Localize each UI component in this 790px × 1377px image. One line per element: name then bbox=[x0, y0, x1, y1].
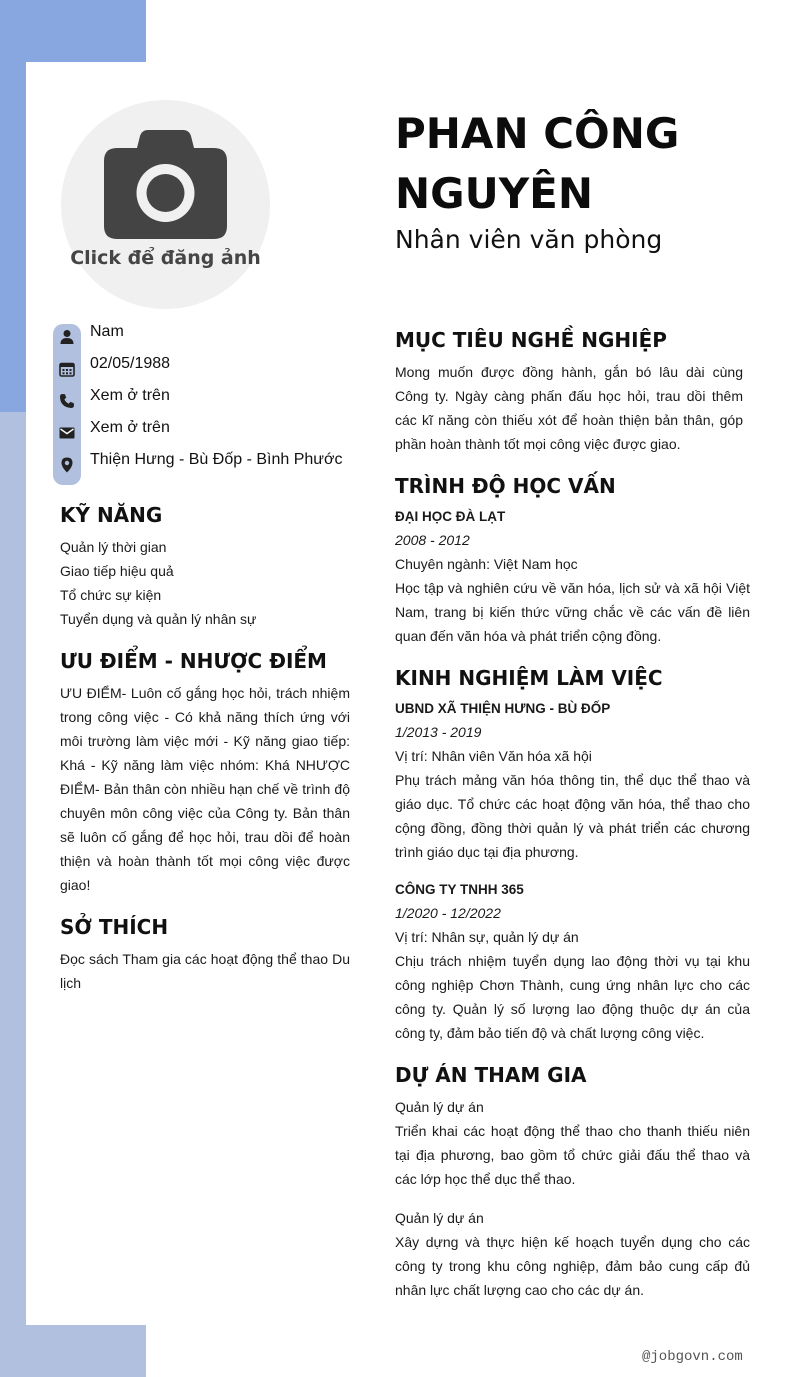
project-description: Xây dựng và thực hiện kế hoạch tuyển dụng cho các công ty trong khu công nghiệp, đảm bảo cung cấp đủ nhân lực chất lượng cao cho các dự án. bbox=[395, 1234, 750, 1298]
skill-item: Tuyển dụng và quản lý nhân sự bbox=[60, 611, 257, 627]
camera-icon bbox=[102, 130, 229, 240]
contact-address bbox=[53, 449, 353, 481]
education-heading: TRÌNH ĐỘ HỌC VẤN bbox=[395, 474, 616, 498]
experience-heading: KINH NGHIỆM LÀM VIỆC bbox=[395, 666, 663, 690]
photo-upload[interactable] bbox=[61, 100, 270, 309]
experience-period: 1/2013 - 2019 bbox=[395, 724, 482, 740]
projects-heading: DỰ ÁN THAM GIA bbox=[395, 1063, 587, 1087]
objective-heading: MỤC TIÊU NGHỀ NGHIỆP bbox=[395, 328, 667, 352]
experience-position: Vị trí: Nhân viên Văn hóa xã hội bbox=[395, 748, 592, 764]
contact-address-value: Thiện Hưng - Bù Đốp - Bình Phước bbox=[90, 451, 343, 468]
experience-company: UBND XÃ THIỆN HƯNG - BÙ ĐỐP bbox=[395, 701, 611, 716]
candidate-name: PHAN CÔNG NGUYÊN bbox=[395, 109, 680, 218]
project-description: Triển khai các hoạt động thể thao cho thanh thiếu niên tại địa phương, bao gồm tổ chức giải đấu thể thao và các lớp học thể dục thể thao. bbox=[395, 1123, 750, 1187]
contact-birthday bbox=[53, 353, 353, 385]
strengths-heading: ƯU ĐIỂM - NHƯỢC ĐIỂM bbox=[60, 649, 327, 673]
strengths-text: ƯU ĐIỂM- Luôn cố gắng học hỏi, trách nhiệm trong công việc - Có khả năng thích ứng với môi trường làm việc mới - Kỹ năng giao tiếp: Khá - Kỹ năng làm việc nhóm: Khá NHƯỢC ĐIỂM- Bản thân còn nhiều hạn chế về trình độ chuyên môn công việc của Công ty. Bản thân sẽ luôn cố gắng để học hỏi, trau dồi để hoàn thiện và hoàn thành tốt mọi công việc được giao! bbox=[60, 685, 350, 893]
experience-company: CÔNG TY TNHH 365 bbox=[395, 882, 524, 897]
project-title: Quản lý dự án bbox=[395, 1210, 484, 1226]
contact-phone bbox=[53, 385, 353, 417]
education-school: ĐẠI HỌC ĐÀ LẠT bbox=[395, 509, 506, 524]
location-pin-icon bbox=[59, 457, 75, 473]
hobbies-heading: SỞ THÍCH bbox=[60, 915, 169, 939]
contact-phone-value: Xem ở trên bbox=[90, 387, 170, 404]
candidate-job-title: Nhân viên văn phòng bbox=[395, 225, 663, 254]
calendar-icon bbox=[59, 361, 75, 377]
mail-icon bbox=[59, 425, 75, 441]
contact-birthday-value: 02/05/1988 bbox=[90, 355, 171, 372]
person-icon bbox=[59, 329, 75, 345]
photo-upload-label: Click để đăng ảnh bbox=[70, 247, 261, 269]
experience-position: Vị trí: Nhân sự, quản lý dự án bbox=[395, 929, 579, 945]
hobbies-text: Đọc sách Tham gia các hoạt động thể thao Du lịch bbox=[60, 951, 350, 991]
objective-text: Mong muốn được đồng hành, gắn bó lâu dài cùng Công ty. Ngày càng phấn đấu học hỏi, trau dồi thêm các kĩ năng còn thiếu xót để hoàn thiện bản thân, góp phần hoàn thành tốt mọi công việc được giao. bbox=[395, 364, 743, 452]
contact-email-value: Xem ở trên bbox=[90, 419, 170, 436]
experience-description: Phụ trách mảng văn hóa thông tin, thể dục thể thao và giáo dục. Tổ chức các hoạt động văn hóa, thể thao cho cộng đồng, đồng thời quản lý và phát triển các chương trình giáo dục tại địa phương. bbox=[395, 772, 750, 860]
education-description: Học tập và nghiên cứu về văn hóa, lịch sử và xã hội Việt Nam, trang bị kiến thức vững chắc về các vấn đề liên quan đến văn hóa và phát triển cộng đồng. bbox=[395, 580, 750, 644]
skill-item: Quản lý thời gian bbox=[60, 539, 167, 555]
education-period: 2008 - 2012 bbox=[395, 532, 470, 548]
phone-icon bbox=[59, 393, 75, 409]
experience-period: 1/2020 - 12/2022 bbox=[395, 905, 501, 921]
project-title: Quản lý dự án bbox=[395, 1099, 484, 1115]
watermark: @jobgovn.com bbox=[642, 1349, 743, 1365]
education-major: Chuyên ngành: Việt Nam học bbox=[395, 556, 578, 572]
skills-heading: KỸ NĂNG bbox=[60, 503, 163, 527]
contact-gender bbox=[53, 321, 353, 353]
contact-gender-value: Nam bbox=[90, 323, 124, 340]
skill-item: Giao tiếp hiệu quả bbox=[60, 563, 174, 579]
skill-item: Tổ chức sự kiện bbox=[60, 587, 162, 603]
contact-email bbox=[53, 417, 353, 449]
experience-description: Chịu trách nhiệm tuyển dụng lao động thời vụ tại khu công nghiệp Chơn Thành, cung ứng nhân lực cho các công ty. Quản lý số lượng lao động thuộc dự án của công ty, đảm bảo tiến độ và chất lượng công việc. bbox=[395, 953, 750, 1041]
